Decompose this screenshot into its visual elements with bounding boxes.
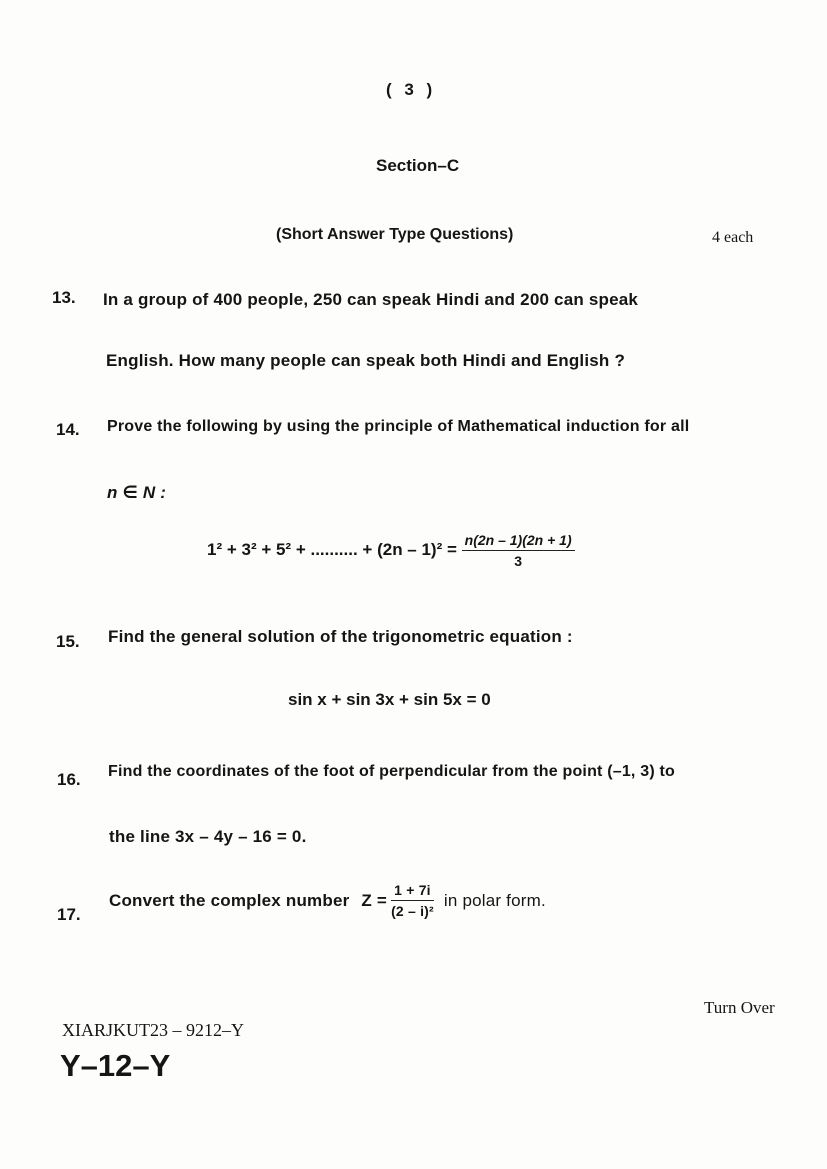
question-text-line — [109, 882, 546, 919]
question-number: 15. — [56, 632, 80, 651]
induction-formula — [207, 532, 575, 569]
trig-equation: sin x + sin 3x + sin 5x = 0 — [288, 690, 491, 709]
set-code: Y–12–Y — [60, 1048, 171, 1083]
fraction-numerator: 1 + 7i — [391, 882, 434, 901]
question-text-line: Find the coordinates of the foot of perpendicular from the point (–1, 3) to — [108, 763, 675, 780]
section-title: Section–C — [376, 156, 460, 175]
page-number: ( 3 ) — [386, 80, 437, 99]
question-number: 16. — [57, 770, 81, 789]
question-number: 13. — [52, 288, 76, 307]
question-text-line: the line 3x – 4y – 16 = 0. — [109, 827, 307, 846]
question-number: 14. — [56, 420, 80, 439]
question-text-line: In a group of 400 people, 250 can speak Hindi and 200 can speak — [103, 290, 639, 309]
marks-note: 4 each — [712, 229, 754, 246]
paper-code: XIARJKUT23 – 9212–Y — [62, 1020, 244, 1040]
turn-over-note: Turn Over — [704, 998, 775, 1017]
complex-z-label: Z = — [361, 890, 388, 910]
question-text-line: Prove the following by using the principle of Mathematical induction for all — [107, 418, 690, 435]
formula-numerator: n(2n – 1)(2n + 1) — [462, 532, 575, 551]
complex-fraction — [391, 882, 434, 919]
formula-lhs: 1² + 3² + 5² + .......... + (2n – 1)² = — [207, 539, 457, 559]
section-subtitle: (Short Answer Type Questions) — [276, 226, 514, 243]
question-text-line: English. How many people can speak both Hindi and English ? — [106, 351, 626, 370]
question-text-line: Find the general solution of the trigonometric equation : — [108, 627, 573, 646]
question-number: 17. — [57, 905, 81, 924]
question-text-line: n ∈ N : — [107, 483, 167, 502]
formula-fraction — [462, 532, 575, 569]
question-text: in polar form. — [443, 890, 546, 910]
formula-denominator: 3 — [514, 553, 523, 569]
question-text: Convert the complex number — [109, 890, 350, 910]
fraction-denominator: (2 – i)² — [391, 903, 434, 919]
